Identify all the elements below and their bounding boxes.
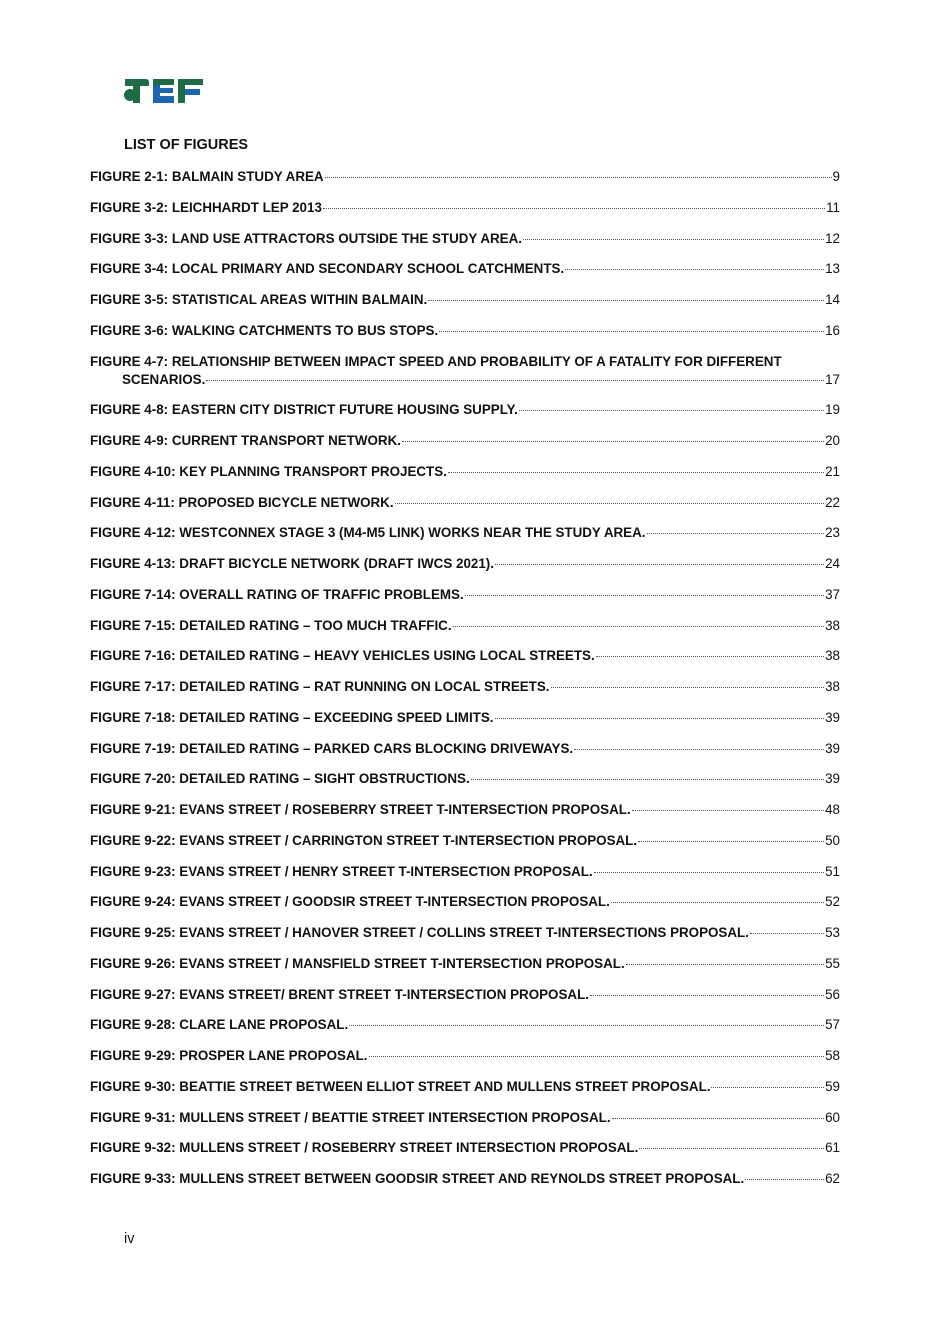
toc-entry[interactable] <box>90 770 840 788</box>
dot-leader <box>323 208 825 209</box>
toc-entry[interactable] <box>90 199 840 217</box>
toc-entry[interactable] <box>90 678 840 696</box>
toc-entry[interactable] <box>90 740 840 758</box>
toc-entry-page: 58 <box>825 1048 840 1063</box>
toc-entry-page: 12 <box>825 230 840 246</box>
toc-entry-page: 11 <box>826 199 840 215</box>
dot-leader <box>369 1056 825 1057</box>
toc-entry-title: FIGURE 9-26: EVANS STREET / MANSFIELD STREET T-INTERSECTION PROPOSAL. <box>90 955 625 971</box>
toc-entry[interactable] <box>90 617 840 635</box>
toc-entry-title: FIGURE 2-1: BALMAIN STUDY AREA <box>90 169 324 184</box>
toc-entry-page: 22 <box>825 494 840 510</box>
toc-entry[interactable] <box>90 1047 840 1065</box>
toc-entry[interactable] <box>90 260 840 278</box>
toc-entry-title-cont: SCENARIOS. <box>122 371 206 387</box>
toc-entry[interactable] <box>90 647 840 665</box>
toc-entry-title: FIGURE 3-4: LOCAL PRIMARY AND SECONDARY SCHOOL CATCHMENTS. <box>90 261 565 277</box>
toc-entry-page: 59 <box>825 1078 840 1094</box>
dot-leader <box>711 1087 824 1088</box>
toc-entry-page: 39 <box>825 740 840 756</box>
toc-entry-page: 56 <box>825 986 840 1002</box>
toc-entry-page: 39 <box>825 771 840 787</box>
toc-entry-title: FIGURE 3-5: STATISTICAL AREAS WITHIN BALMAIN. <box>90 292 428 307</box>
toc-entry-page: 21 <box>825 463 840 479</box>
toc-entry-title: FIGURE 4-7: RELATIONSHIP BETWEEN IMPACT SPEED AND PROBABILITY OF A FATALITY FOR DIFFERENT <box>90 353 782 369</box>
tef-logo-icon <box>124 78 204 104</box>
toc-entry-page: 17 <box>825 371 840 387</box>
toc-entry-page: 57 <box>825 1017 840 1033</box>
toc-entry-title: FIGURE 9-21: EVANS STREET / ROSEBERRY STREET T-INTERSECTION PROPOSAL. <box>90 802 631 817</box>
toc-entry-page: 14 <box>825 292 840 307</box>
toc-entry-title: FIGURE 9-22: EVANS STREET / CARRINGTON STREET T-INTERSECTION PROPOSAL. <box>90 832 638 848</box>
dot-leader <box>395 503 825 504</box>
dot-leader <box>565 269 824 270</box>
dot-leader <box>465 595 824 596</box>
toc-entry-page: 52 <box>825 894 840 910</box>
toc-entry-title: FIGURE 9-31: MULLENS STREET / BEATTIE STREET INTERSECTION PROPOSAL. <box>90 1109 611 1125</box>
toc-entry[interactable] <box>90 924 840 942</box>
dot-leader <box>349 1025 824 1026</box>
toc-entry-page: 61 <box>825 1140 840 1156</box>
toc-entry[interactable] <box>90 494 840 512</box>
toc-entry-title: FIGURE 9-28: CLARE LANE PROPOSAL. <box>90 1017 349 1033</box>
toc-entry-title: FIGURE 4-8: EASTERN CITY DISTRICT FUTURE HOUSING SUPPLY. <box>90 402 518 418</box>
toc-entry-page: 9 <box>832 169 840 184</box>
dot-leader <box>495 718 825 719</box>
toc-entry[interactable] <box>90 586 840 604</box>
dot-leader <box>647 533 825 534</box>
dot-leader <box>402 441 824 442</box>
toc-entry-title: FIGURE 9-24: EVANS STREET / GOODSIR STREET T-INTERSECTION PROPOSAL. <box>90 894 610 910</box>
toc-entry[interactable] <box>90 524 840 542</box>
toc-entry-page: 39 <box>825 709 840 725</box>
dot-leader <box>639 1148 824 1149</box>
toc-entry[interactable] <box>90 432 840 450</box>
list-of-figures-heading: LIST OF FIGURES <box>124 137 249 153</box>
toc-entry[interactable] <box>90 463 840 481</box>
toc-entry-title: FIGURE 4-9: CURRENT TRANSPORT NETWORK. <box>90 433 401 448</box>
toc-entry-page: 19 <box>825 402 840 418</box>
toc-entry-title: FIGURE 9-27: EVANS STREET/ BRENT STREET T-INTERSECTION PROPOSAL. <box>90 986 589 1002</box>
toc-entry-page: 53 <box>825 925 840 940</box>
toc-entry[interactable] <box>90 1109 840 1127</box>
toc-entry[interactable] <box>90 401 840 419</box>
dot-leader <box>519 410 824 411</box>
dot-leader <box>448 472 824 473</box>
toc-entry[interactable] <box>90 230 840 248</box>
toc-entry[interactable] <box>90 832 840 850</box>
dot-leader <box>611 902 824 903</box>
toc-entry-title: FIGURE 4-13: DRAFT BICYCLE NETWORK (DRAFT IWCS 2021). <box>90 556 494 571</box>
toc-entry-page: 48 <box>825 802 840 817</box>
dot-leader <box>638 841 824 842</box>
toc-entry[interactable] <box>90 709 840 727</box>
dot-leader <box>750 933 824 934</box>
dot-leader <box>428 300 824 301</box>
toc-entry-page: 50 <box>825 832 840 848</box>
dot-leader <box>626 964 824 965</box>
toc-entry-title: FIGURE 3-3: LAND USE ATTRACTORS OUTSIDE THE STUDY AREA. <box>90 230 522 246</box>
toc-entry-page: 38 <box>825 648 840 664</box>
toc-entry-title: FIGURE 9-23: EVANS STREET / HENRY STREET T-INTERSECTION PROPOSAL. <box>90 863 593 879</box>
toc-entry[interactable] <box>90 986 840 1004</box>
toc-entry-title: FIGURE 3-2: LEICHHARDT LEP 2013 <box>90 199 322 215</box>
dot-leader <box>453 626 825 627</box>
toc-entry-title: FIGURE 4-12: WESTCONNEX STAGE 3 (M4-M5 LINK) WORKS NEAR THE STUDY AREA. <box>90 525 646 541</box>
toc-entry[interactable] <box>90 322 840 340</box>
toc-entry-title: FIGURE 7-19: DETAILED RATING – PARKED CARS BLOCKING DRIVEWAYS. <box>90 740 574 756</box>
toc-entry-page: 20 <box>825 433 840 448</box>
toc-entry-title: FIGURE 7-20: DETAILED RATING – SIGHT OBSTRUCTIONS. <box>90 771 470 787</box>
toc-entry-title: FIGURE 9-30: BEATTIE STREET BETWEEN ELLIOT STREET AND MULLENS STREET PROPOSAL. <box>90 1078 711 1094</box>
toc-entry[interactable] <box>90 863 840 881</box>
toc-entry-page: 60 <box>825 1109 840 1125</box>
dot-leader <box>471 779 824 780</box>
toc-entry-title: FIGURE 9-33: MULLENS STREET BETWEEN GOODSIR STREET AND REYNOLDS STREET PROPOSAL. <box>90 1171 745 1186</box>
toc-entry[interactable] <box>90 955 840 973</box>
dot-leader <box>590 995 824 996</box>
toc-entry-title: FIGURE 7-16: DETAILED RATING – HEAVY VEHICLES USING LOCAL STREETS. <box>90 648 595 664</box>
toc-entry[interactable] <box>90 1170 840 1188</box>
dot-leader <box>523 239 824 240</box>
toc-entry-page: 51 <box>825 863 840 879</box>
toc-entry-page: 62 <box>825 1171 840 1186</box>
toc-entry[interactable] <box>90 1016 840 1034</box>
dot-leader <box>439 331 824 332</box>
toc-entry-page: 38 <box>825 617 840 633</box>
toc-entry-page: 23 <box>825 525 840 541</box>
dot-leader <box>745 1179 824 1180</box>
toc-entry-title: FIGURE 7-15: DETAILED RATING – TOO MUCH TRAFFIC. <box>90 617 452 633</box>
toc-entry[interactable] <box>90 801 840 819</box>
toc-entry[interactable] <box>90 1139 840 1157</box>
toc-entry[interactable] <box>90 168 840 186</box>
dot-leader <box>325 177 832 178</box>
toc-entry[interactable] <box>90 353 840 389</box>
toc-entry-title: FIGURE 4-11: PROPOSED BICYCLE NETWORK. <box>90 494 394 510</box>
dot-leader <box>551 687 825 688</box>
toc-entry-page: 13 <box>825 261 840 277</box>
toc-entry-title: FIGURE 7-17: DETAILED RATING – RAT RUNNING ON LOCAL STREETS. <box>90 679 550 694</box>
dot-leader <box>594 872 824 873</box>
page-number: iv <box>124 1231 135 1247</box>
toc-entry-title: FIGURE 9-25: EVANS STREET / HANOVER STREET / COLLINS STREET T-INTERSECTIONS PROPOSAL. <box>90 925 749 940</box>
dot-leader <box>206 380 824 381</box>
toc-entry-page: 55 <box>825 955 840 971</box>
toc-entry-page: 16 <box>825 322 840 338</box>
toc-entry-title: FIGURE 3-6: WALKING CATCHMENTS TO BUS STOPS. <box>90 322 439 338</box>
toc-entry[interactable] <box>90 1078 840 1096</box>
toc-entry[interactable] <box>90 291 840 309</box>
toc-entry-title: FIGURE 9-29: PROSPER LANE PROPOSAL. <box>90 1048 368 1063</box>
dot-leader <box>596 656 824 657</box>
toc-entry[interactable] <box>90 893 840 911</box>
toc-entry-title: FIGURE 7-18: DETAILED RATING – EXCEEDING SPEED LIMITS. <box>90 709 494 725</box>
dot-leader <box>495 564 824 565</box>
toc-entry-title: FIGURE 7-14: OVERALL RATING OF TRAFFIC PROBLEMS. <box>90 586 464 602</box>
dot-leader <box>632 810 824 811</box>
toc-entry-title: FIGURE 4-10: KEY PLANNING TRANSPORT PROJECTS. <box>90 463 447 479</box>
toc-entry[interactable] <box>90 555 840 573</box>
toc-entry-page: 38 <box>825 679 840 694</box>
toc-entry-title: FIGURE 9-32: MULLENS STREET / ROSEBERRY STREET INTERSECTION PROPOSAL. <box>90 1140 639 1156</box>
toc-entry-page: 37 <box>825 586 840 602</box>
dot-leader <box>612 1118 825 1119</box>
toc-entry-page: 24 <box>825 556 840 571</box>
figures-list <box>90 168 840 1201</box>
dot-leader <box>574 749 824 750</box>
